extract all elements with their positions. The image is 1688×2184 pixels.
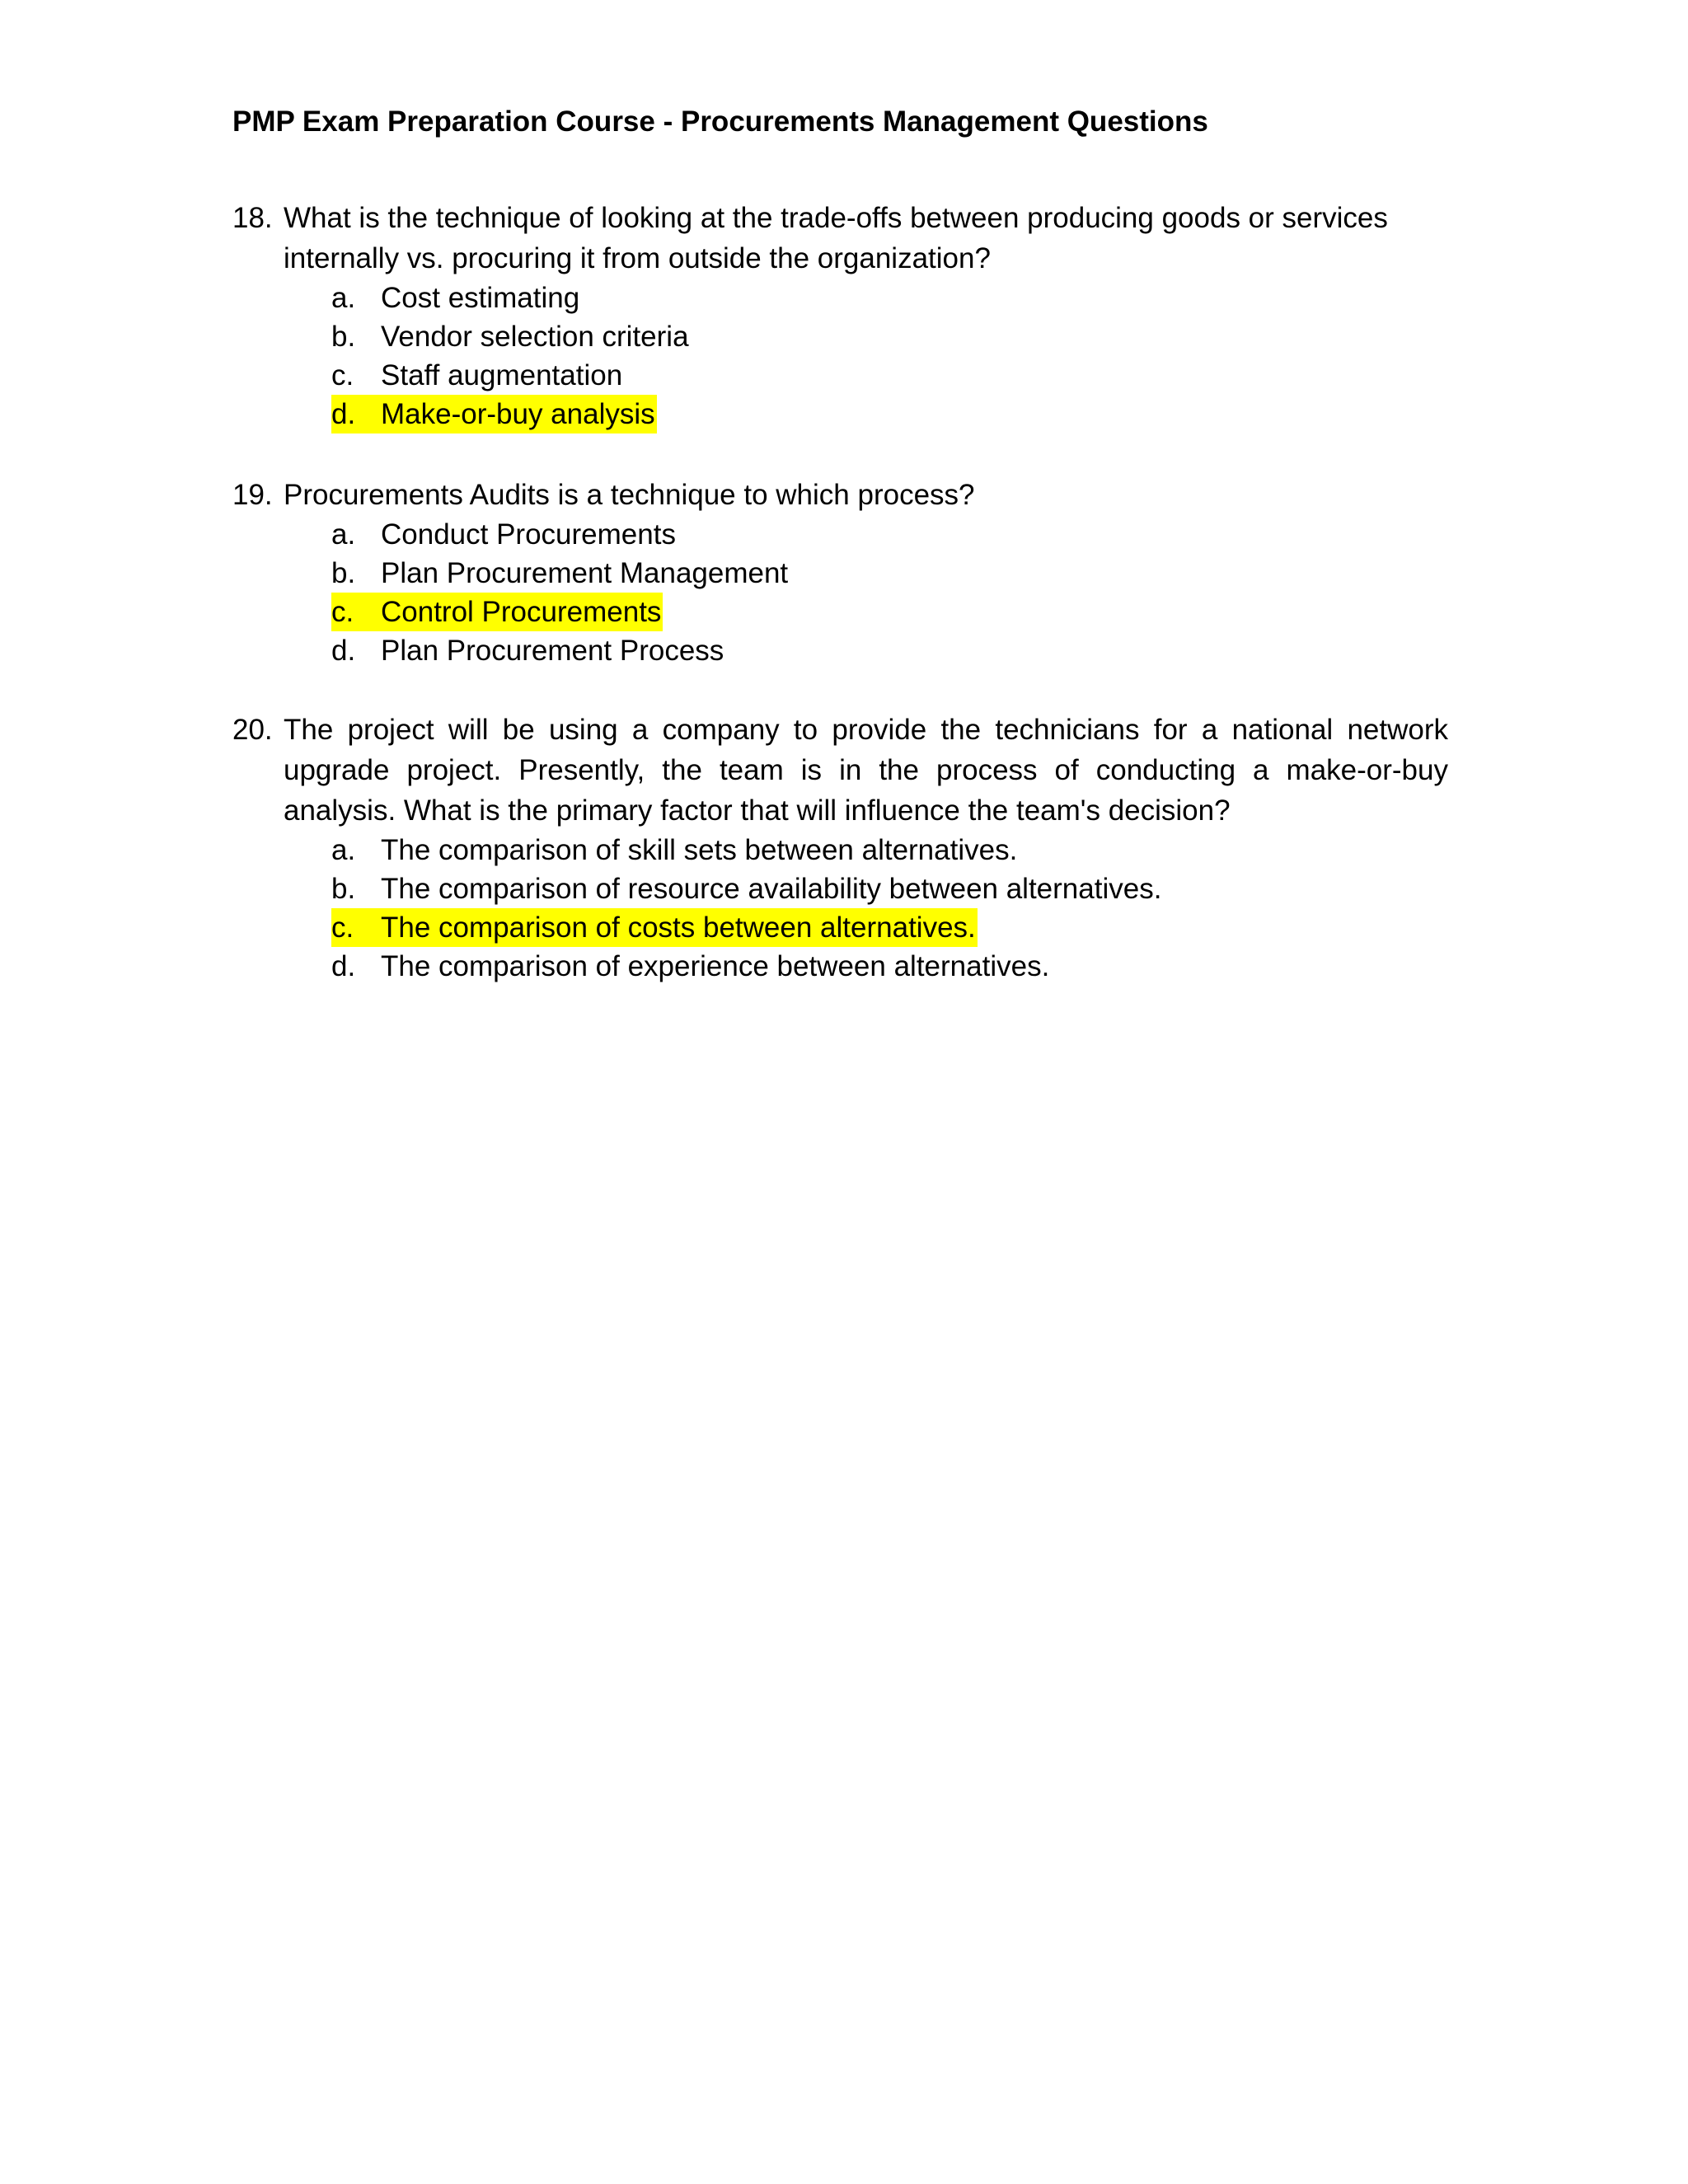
question-stem	[232, 198, 1448, 279]
option-text: The comparison of experience between alternatives.	[381, 950, 1050, 982]
option-text: The comparison of resource availability between alternatives.	[381, 873, 1162, 905]
option-letter: d.	[331, 635, 356, 667]
option-content	[331, 356, 624, 395]
option-letter: b.	[331, 873, 356, 905]
question-number: 18.	[232, 202, 273, 234]
option-letter: b.	[331, 321, 356, 353]
answer-option-c	[331, 593, 1448, 631]
option-content	[331, 831, 1019, 869]
answer-option-b	[331, 869, 1448, 908]
answer-option-c	[331, 356, 1448, 395]
question-stem	[232, 710, 1448, 831]
option-text: The comparison of costs between alternatives.	[381, 912, 976, 944]
answer-option-a	[331, 279, 1448, 317]
option-text: The comparison of skill sets between alternatives.	[381, 834, 1018, 866]
option-letter: d.	[331, 398, 356, 430]
answer-options	[232, 831, 1448, 986]
option-content	[331, 869, 1163, 908]
answer-option-d	[331, 947, 1448, 986]
option-letter: c.	[331, 596, 354, 628]
option-text: Control Procurements	[381, 596, 662, 628]
option-content	[331, 593, 663, 631]
option-text: Staff augmentation	[381, 359, 623, 391]
option-content	[331, 395, 657, 434]
question-number: 20.	[232, 714, 273, 746]
answer-option-a	[331, 515, 1448, 554]
option-content	[331, 947, 1051, 986]
answer-option-c	[331, 908, 1448, 947]
question-text: What is the technique of looking at the trade-offs between producing goods or services internally vs. procuring it from outside the organization?	[284, 202, 1388, 274]
option-text: Plan Procurement Management	[381, 557, 789, 589]
answer-option-d	[331, 395, 1448, 434]
question-20	[232, 710, 1448, 986]
answer-options	[232, 515, 1448, 670]
option-letter: a.	[331, 282, 356, 314]
question-text: The project will be using a company to provide the technicians for a national network upgrade project. Presently, the team is in the process of conducting a make-or-buy analysis. What is the primary factor that will influence the team's decision?	[284, 714, 1448, 827]
option-letter: c.	[331, 912, 354, 944]
option-content	[331, 908, 978, 947]
option-text: Plan Procurement Process	[381, 635, 724, 667]
option-letter: b.	[331, 557, 356, 589]
option-text: Make-or-buy analysis	[381, 398, 655, 430]
answer-option-b	[331, 554, 1448, 593]
option-content	[331, 279, 581, 317]
option-letter: a.	[331, 518, 356, 551]
answer-option-d	[331, 631, 1448, 670]
option-letter: d.	[331, 950, 356, 982]
document-title: PMP Exam Preparation Course - Procurements Management Questions	[232, 105, 1208, 138]
option-text: Vendor selection criteria	[381, 321, 689, 353]
option-content	[331, 317, 691, 356]
option-content	[331, 554, 790, 593]
answer-option-a	[331, 831, 1448, 869]
option-letter: c.	[331, 359, 354, 391]
question-number: 19.	[232, 479, 273, 511]
option-text: Conduct Procurements	[381, 518, 676, 551]
answer-option-b	[331, 317, 1448, 356]
option-letter: a.	[331, 834, 356, 866]
option-text: Cost estimating	[381, 282, 580, 314]
answer-options	[232, 279, 1448, 434]
question-stem	[232, 475, 1448, 515]
question-18	[232, 198, 1448, 434]
question-19	[232, 475, 1448, 670]
option-content	[331, 631, 725, 670]
question-text: Procurements Audits is a technique to which process?	[284, 479, 975, 511]
option-content	[331, 515, 678, 554]
